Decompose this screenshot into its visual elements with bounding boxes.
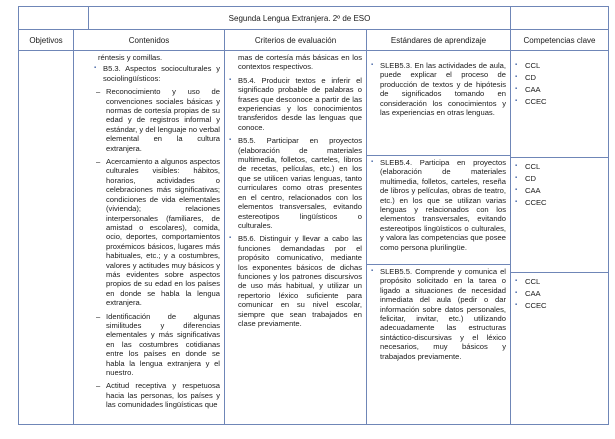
estandar-item: ▪ SLEB5.3. En las actividades de aula, puede explicar el proceso de producción de textos y de hipótesis de significados tomando en consideración los conocimientos y las experiencias en otras lenguas.	[371, 61, 506, 117]
contenidos-item: – Actitud receptiva y respetuosa hacia las personas, los países y las comunidades lingüísticas que	[96, 381, 220, 409]
col-header-contenidos: Contenidos	[74, 30, 225, 51]
header-blank-cell	[19, 7, 89, 30]
objetivos-cell	[19, 51, 74, 425]
competencias-group	[511, 273, 608, 317]
col-header-competencias: Competencias clave	[511, 30, 609, 51]
estandar-item: ▪ SLEB5.4. Participa en proyectos (elaboración de materiales multimedia, folletos, carteles, reseña de libros y películas, obras de teatro, etc.) en los que se utilizan varias lenguas y relacionados con los elementos transversales, evitando estereotipos lingüísticos o culturales, y valora las competencias que posee como persona plurilingüe.	[371, 158, 506, 252]
competencias-group	[511, 57, 608, 157]
contenidos-cell	[74, 51, 225, 425]
contenidos-top-text: réntesis y comillas.	[98, 53, 163, 62]
contenidos-item: – Reconocimiento y uso de convenciones sociales básicas y normas de cortesía propias de su edad y de registros informal y estándar, y del lenguaje no verbal elemental en la cultura extranjera.	[96, 87, 220, 153]
criterios-top-text: mas de cortesía más básicas en los contextos respectivos.	[238, 53, 362, 72]
estandar-item: ▪ SLEB5.5. Comprende y comunica el propósito solicitado en la tarea o ligado a situaciones de necesidad inmediata del aula (pedir o dar información sobre datos personales, felicitar, invitar, etc.) utilizando adecuadamente las estructuras sintáctico-discursivas y el léxico necesarios, muy básicos y trabajados previamente.	[371, 267, 506, 361]
competencia-item: ▪ CCL	[515, 162, 604, 171]
criterio-item: ▪ B5.4. Producir textos e inferir el significado probable de palabras o frases que desconoce a partir de las experiencias y los conocimientos transferidos desde las lenguas que conoce.	[229, 76, 362, 132]
header-blank-cell-right	[511, 7, 609, 30]
contenidos-item: – Acercamiento a algunos aspectos culturales visibles: hábitos, horarios, actividades o celebraciones más significativas; condiciones de vida elementales (vivienda); relaciones interpersonales (familiares, de amistad o escolares), comida, ocio, deportes, comportamientos proxémicos básicos, lugares más habituales, etc.; y a costumbres, valores y actitudes muy básicos y más evidentes sobre aspectos propios de su edad en los países en donde se habla la lengua extranjera.	[96, 157, 220, 308]
col-header-estandares: Estándares de aprendizaje	[367, 30, 511, 51]
competencias-cell	[511, 51, 609, 425]
criterios-cell	[225, 51, 367, 425]
competencias-group	[511, 158, 608, 272]
competencia-item: ▪ CCEC	[515, 198, 604, 207]
estandares-cell	[367, 51, 511, 425]
contenidos-item: – Identificación de algunas similitudes y diferencias elementales y más significativas en las costumbres cotidianas entre los países en donde se habla la lengua extranjera y el nuestro.	[96, 312, 220, 378]
competencia-item: ▪ CAA	[515, 186, 604, 195]
col-header-objetivos: Objetivos	[19, 30, 74, 51]
competencia-item: ▪ CCL	[515, 61, 604, 70]
criterio-item: ▪ B5.6. Distinguir y llevar a cabo las funciones demandadas por el propósito comunicativo, mediante los exponentes básicos de dichas funciones y los patrones discursivos de uso más habitual, y utilizar un repertorio léxico suficiente para comunicar en su nivel escolar, siempre que sean trabajados en clase previamente.	[229, 234, 362, 328]
competencia-item: ▪ CCL	[515, 277, 604, 286]
curriculum-table-frame	[18, 6, 608, 424]
contenidos-b53: ▪ B5.3. Aspectos socioculturales y sociolingüísticos:	[94, 64, 220, 83]
table-title: Segunda Lengua Extranjera. 2º de ESO	[89, 7, 511, 30]
competencia-item: ▪ CD	[515, 174, 604, 183]
competencia-item: ▪ CCEC	[515, 97, 604, 106]
competencia-item: ▪ CAA	[515, 289, 604, 298]
curriculum-table	[18, 6, 609, 425]
criterio-item: ▪ B5.5. Participar en proyectos (elaboración de materiales multimedia, folletos, carteles, libros de recetas, películas, etc.) en los que se utilicen varias lenguas, tanto curriculares como otras presentes en el centro, relacionados con los elementos transversales, evitando estereotipos lingüísticos o culturales.	[229, 136, 362, 230]
competencia-item: ▪ CD	[515, 73, 604, 82]
col-header-criterios: Criterios de evaluación	[225, 30, 367, 51]
competencia-item: ▪ CCEC	[515, 301, 604, 310]
competencia-item: ▪ CAA	[515, 85, 604, 94]
